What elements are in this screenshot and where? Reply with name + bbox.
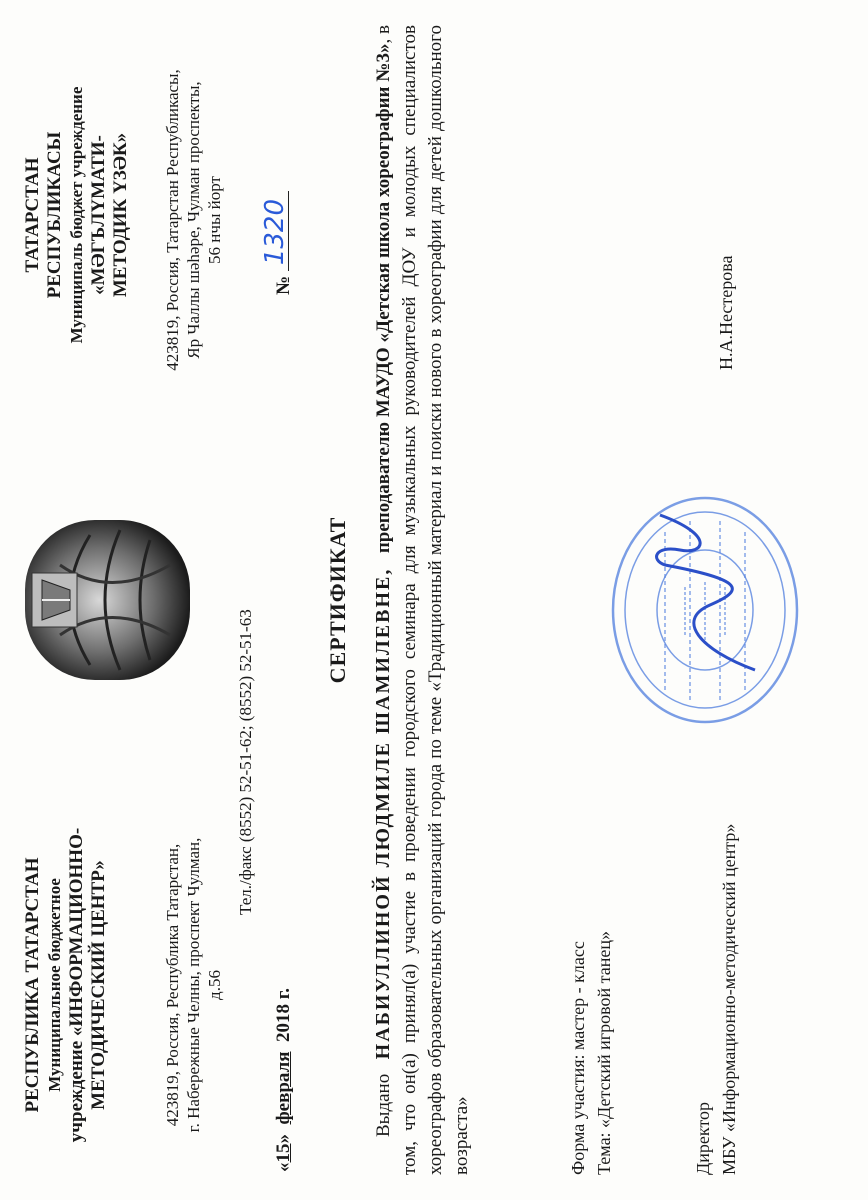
number-value: 1320: [260, 198, 290, 266]
left-header-line2: Муниципальное бюджетное: [45, 878, 64, 1092]
official-stamp: [605, 490, 805, 730]
right-address-line3: 56 нчы йорт: [205, 176, 224, 264]
right-header-line3: Муниципаль бюджет учреждение: [67, 86, 86, 344]
right-header: [22, 30, 132, 400]
director-label: Директор: [693, 1101, 713, 1175]
left-header-line3: учреждение «ИНФОРМАЦИОННО-: [66, 827, 87, 1143]
organization-name: МБУ «Информационно-методический центр»: [719, 823, 739, 1175]
left-address-line2: г. Набережные Челны, проспект Чулман,: [184, 837, 203, 1133]
issue-date: [273, 988, 295, 1172]
seminar-topic: Тема: «Детский игровой танец»: [594, 931, 614, 1175]
certificate-number: [260, 191, 295, 295]
body-intro: Выдано: [373, 1073, 394, 1137]
body-text: , в том, что он(а) принял(а) участие в проведении городского семинара для музыкальных руководителей ДОУ и молодых специалистов хореографов образовательных организаций города по теме «Традиционный материал и поиски нового в хореографии для детей дошкольного возраста»: [373, 25, 472, 1175]
right-header-line5: МЕТОДИК ҮЗӘК»: [110, 132, 131, 298]
date-day: 15: [273, 1143, 294, 1163]
date-month: февраля: [273, 1051, 294, 1125]
phone-line: Тел./факс (8552) 52-51-62; (8552) 52-51-63: [236, 609, 255, 915]
right-address-line1: 423819, Россия, Татарстан Республикасы,: [163, 69, 182, 371]
director-block: [690, 824, 742, 1175]
left-address: [162, 805, 225, 1165]
left-header: [22, 815, 110, 1155]
recipient-position: преподавателю МАУДО «Детская школа хореографии №3»: [373, 43, 394, 554]
left-header-line1: РЕСПУБЛИКА ТАТАРСТАН: [22, 857, 43, 1113]
date-year: 2018 г.: [273, 987, 294, 1042]
certificate-body: [370, 25, 475, 1175]
signatory-name: Н.А.Нестерова: [716, 255, 736, 370]
date-close-quote: »: [273, 1134, 294, 1144]
left-header-line4: МЕТОДИЧЕСКИЙ ЦЕНТР»: [88, 860, 109, 1110]
participation-form: Форма участия: мастер - класс: [568, 941, 588, 1175]
certificate-title: СЕРТИФИКАТ: [325, 516, 350, 684]
left-address-line3: д.56: [205, 970, 224, 1000]
right-address: [162, 30, 225, 410]
right-header-line4: «МӘГЪЛҮМАТИ-: [88, 135, 109, 295]
date-open-quote: «: [273, 1162, 294, 1172]
right-address-line2: Яр Чаллы шәһәре, Чулман проспекты,: [184, 81, 203, 359]
number-label: №: [273, 275, 294, 295]
participation-block: [565, 931, 617, 1175]
right-header-line2: РЕСПУБЛИКАСЫ: [44, 131, 65, 299]
left-address-line1: 423819, Россия, Республика Татарстан,: [163, 843, 182, 1127]
right-header-line1: ТАТАРСТАН: [22, 157, 43, 273]
number-underline: [260, 191, 290, 271]
emblem-logo: [20, 515, 195, 685]
recipient-name: НАБИУЛЛИНОЙ ЛЮДМИЛЕ ШАМИЛЕВНЕ,: [372, 567, 394, 1060]
